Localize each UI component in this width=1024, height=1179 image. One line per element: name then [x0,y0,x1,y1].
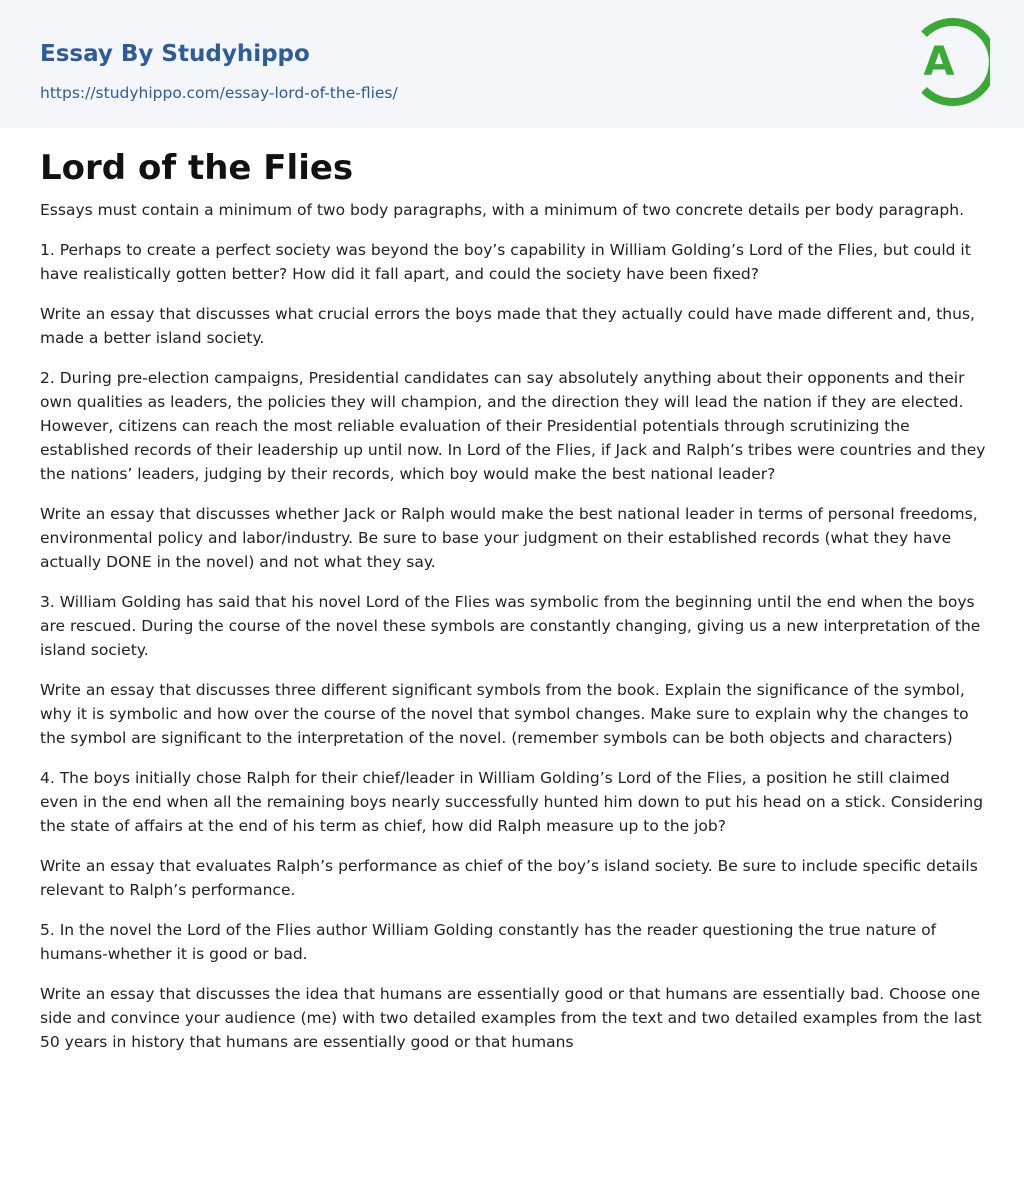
paragraph: Write an essay that discusses whether Jack or Ralph would make the best national leader in terms of personal freedoms, environmental policy and labor/industry. Be sure to base your judgment on their established records (what they have actually DONE in the novel) and not what they say. [40,505,978,571]
paragraph: Write an essay that discusses the idea that humans are essentially good or that humans are essentially bad. Choose one side and convince your audience (me) with two detailed examples from the text and two detailed examples from the last 50 years in history that humans are essentially good or that humans [40,985,982,1051]
paragraph: Write an essay that discusses three different significant symbols from the book. Explain the significance of the symbol, why it is symbolic and how over the course of the novel that symbol changes. Make sure to explain why the changes to the symbol are significant to the interpretation of the novel. (remember symbols can be both objects and characters) [40,681,969,747]
site-header [0,0,1024,128]
paragraph: 1. Perhaps to create a perfect society was beyond the boy’s capability in William Golding’s Lord of the Flies, but could it have realistically gotten better? How did it fall apart, and could the society have been fixed? [40,241,971,283]
paragraph: 5. In the novel the Lord of the Flies author William Golding constantly has the reader questioning the true nature of humans-whether it is good or bad. [40,921,937,963]
source-url-link[interactable]: https://studyhippo.com/essay-lord-of-the-flies/ [40,84,398,102]
page-title: Lord of the Flies [40,148,354,188]
paragraph: 4. The boys initially chose Ralph for their chief/leader in William Golding’s Lord of the Flies, a position he still claimed even in the end when all the remaining boys nearly successfully hunted him down to put his head on a stick. Considering the state of affairs at the end of his term as chief, how did Ralph measure up to the job? [40,769,984,835]
paragraph: 3. William Golding has said that his novel Lord of the Flies was symbolic from the beginning until the end when the boys are rescued. During the course of the novel these symbols are constantly changing, giving us a new interpretation of the island society. [40,593,981,659]
paragraph: Essays must contain a minimum of two body paragraphs, with a minimum of two concrete details per body paragraph. [40,201,965,219]
logo-letter: A [923,39,955,85]
site-brand[interactable]: Essay By Studyhippo [40,41,310,67]
paragraph: Write an essay that evaluates Ralph’s performance as chief of the boy’s island society. Be sure to include specific details relevant to Ralph’s performance. [40,857,978,899]
paragraph: 2. During pre-election campaigns, Presidential candidates can say absolutely anything about their opponents and their own qualities as leaders, the policies they will champion, and the direction they will lead the nation if they are elected. However, citizens can reach the most reliable evaluation of their Presidential potentials through scrutinizing the established records of their leadership up until now. In Lord of the Flies, if Jack and Ralph’s tribes were countries and they the nations’ leaders, judging by their records, which boy would make the best national leader? [40,369,986,483]
paragraph: Write an essay that discusses what crucial errors the boys made that they actually could have made different and, thus, made a better island society. [40,305,975,347]
logo-icon[interactable] [910,17,990,107]
article-body [40,146,986,1070]
